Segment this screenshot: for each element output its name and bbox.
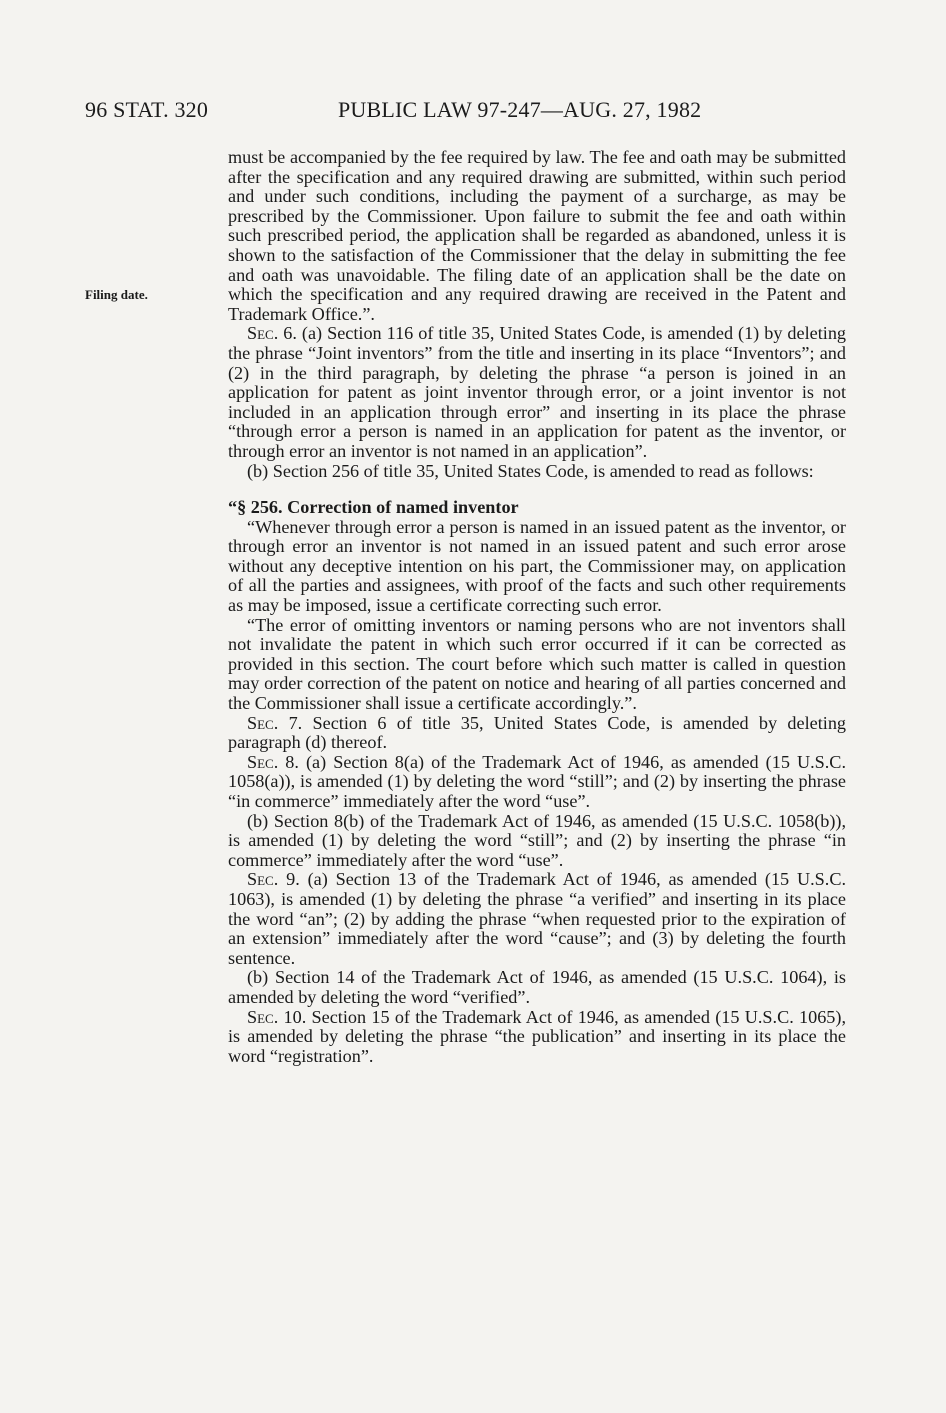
paragraph-text: (b) Section 256 of title 35, United States Code, is amended to read as follows: [247,460,814,481]
paragraph-text: (a) Section 8(a) of the Trademark Act of 1946, as amended (15 U.S.C. 1058(a)), is amended (1) by deleting the word “still”; and (2) by inserting the phrase “in commerce” immediately after the word “use”. [228,751,846,811]
section-label: Sec. 9. [247,869,300,890]
section-label: Sec. 8. [247,751,299,772]
paragraph [228,518,846,616]
paragraph [228,812,846,871]
paragraph [228,462,846,482]
paragraph-text: (a) Section 13 of the Trademark Act of 1946, as amended (15 U.S.C. 1063), is amended (1) by deleting the phrase “a verified” and inserting in its place the word “an”; (2) by adding the phrase “when requested prior to the expiration of an extension” immediately after the word “cause”; and (3) by deleting the fourth sentence. [228,869,846,968]
heading-text: “§ 256. Correction of named inventor [228,497,519,518]
section-label: Sec. 10. [247,1006,307,1027]
paragraph [228,616,846,714]
margin-note-filing-date: Filing date. [85,287,148,302]
paragraph [228,148,846,324]
paragraph [228,968,846,1007]
paragraph [228,324,846,461]
paragraph-text: Section 15 of the Trademark Act of 1946, as amended (15 U.S.C. 1065), is amended by deleting the phrase “the publication” and inserting in its place the word “registration”. [228,1006,846,1066]
paragraph-text: must be accompanied by the fee required by law. The fee and oath may be submitted after the specification and any required drawing are submitted, within such period and under such conditions, including the payment of a surcharge, as may be prescribed by the Commissioner. Upon failure to submit the fee and oath within such prescribed period, the application shall be regarded as abandoned, unless it is shown to the satisfaction of the Commissioner that the delay in submitting the fee and oath was unavoidable. The filing date of an application shall be the date on which the specification and any required drawing are received in the Patent and Trademark Office.”. [228,147,846,324]
paragraph [228,753,846,812]
paragraph [228,870,846,968]
paragraph-text: (a) Section 116 of title 35, United States Code, is amended (1) by deleting the phrase “Joint inventors” from the title and inserting in its place “Inventors”; and (2) in the third paragraph, by deleting the phrase “a person is joined in an application for patent as joint inventor through error, or a joint inventor is not included in an application through error” and inserting in its place the phrase “through error a person is named in an application for patent as the inventor, or through error an inventor is not named in an application”. [228,323,847,461]
paragraph-text: (b) Section 14 of the Trademark Act of 1946, as amended (15 U.S.C. 1064), is amended by deleting the word “verified”. [228,967,846,1007]
paragraph-text: (b) Section 8(b) of the Trademark Act of 1946, as amended (15 U.S.C. 1058(b)), is amended (1) by deleting the word “still”; and (2) by inserting the phrase “in commerce” immediately after the word “use”. [228,810,846,870]
paragraph-text: “The error of omitting inventors or naming persons who are not inventors shall not invalidate the patent in which such error occurred if it can be corrected as provided in this section. The court before which such matter is called in question may order correction of the patent on notice and hearing of all parties concerned and the Commissioner shall issue a certificate accordingly.”. [228,614,846,714]
paragraph-text: “Whenever through error a person is named in an issued patent as the inventor, or through error an inventor is not named in an issued patent and such error arose without any deceptive intention on his part, the Commissioner may, on application of all the parties and assignees, with proof of the facts and such other requirements as may be imposed, issue a certificate correcting such error. [228,516,846,616]
body-text [228,148,846,1066]
paragraph-text: Section 6 of title 35, United States Code, is amended by deleting paragraph (d) thereof. [228,712,847,753]
paragraph [228,1008,846,1067]
stat-page-number: 96 STAT. 320 [85,97,209,122]
section-label: Sec. 6. [247,323,297,344]
paragraph [228,714,846,753]
page-title: PUBLIC LAW 97-247—AUG. 27, 1982 [338,97,702,122]
section-label: Sec. 7. [247,712,303,733]
section-heading [228,498,846,518]
